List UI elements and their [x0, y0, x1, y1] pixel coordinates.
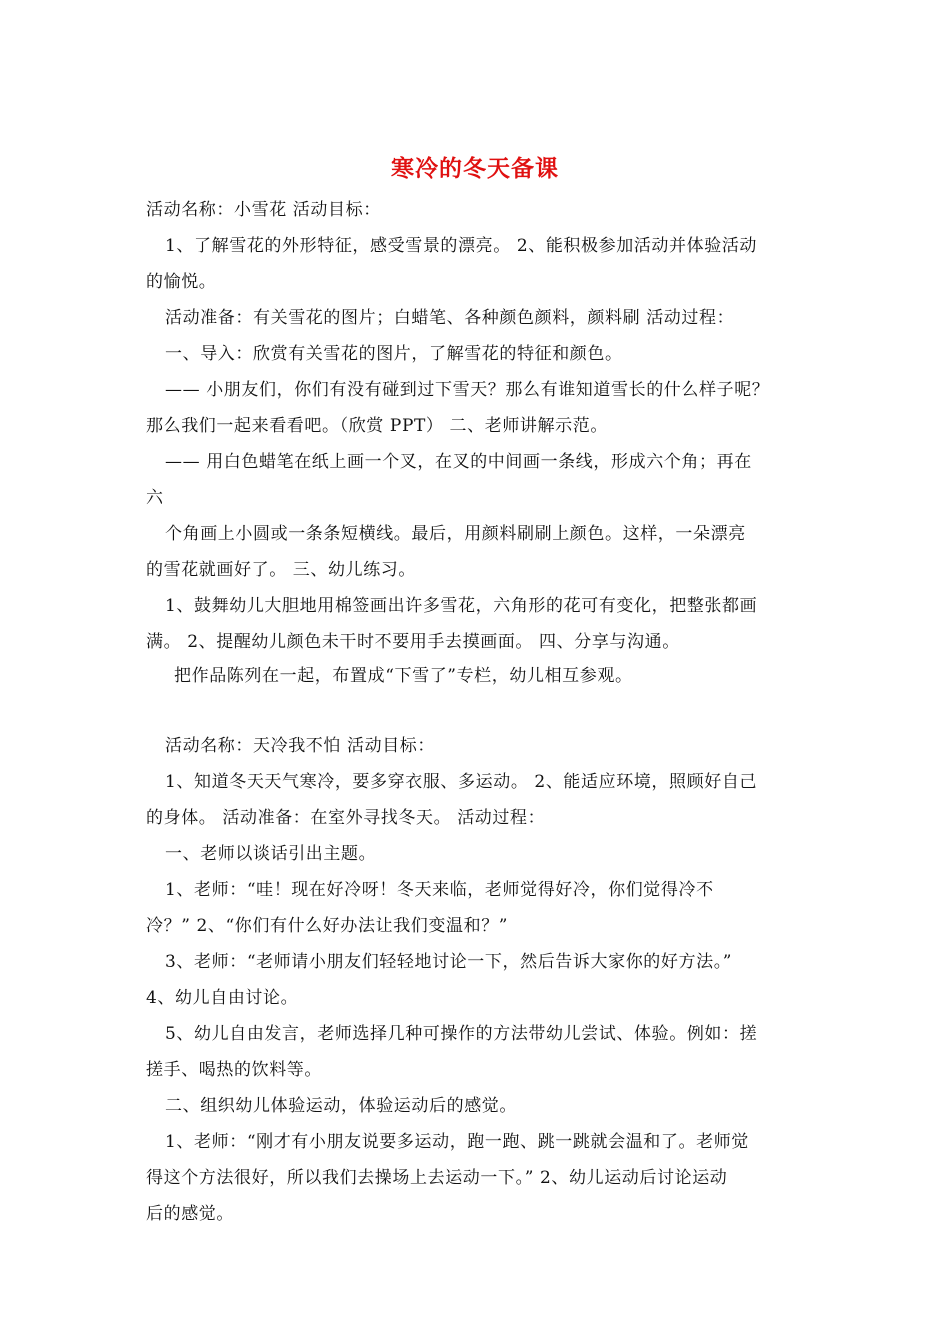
text-line: 1、了解雪花的外形特征，感受雪景的漂亮。 2、能积极参加活动并体验活动: [165, 236, 758, 256]
text-line: 个角画上小圆或一条条短横线。最后，用颜料刷刷上颜色。这样，一朵漂亮: [165, 524, 746, 544]
text-line: 一、老师以谈话引出主题。: [165, 844, 377, 864]
text-line: 活动准备：有关雪花的图片；白蜡笔、各种颜色颜料，颜料刷 活动过程：: [165, 308, 735, 328]
text-line: —— 用白色蜡笔在纸上画一个叉，在叉的中间画一条线，形成六个角；再在: [165, 452, 752, 472]
text-line: 1、老师：“哇！现在好冷呀！冬天来临，老师觉得好冷，你们觉得冷不: [165, 880, 714, 900]
text-line: 5、幼儿自由发言，老师选择几种可操作的方法带幼儿尝试、体验。例如：搓: [165, 1024, 758, 1044]
text-line: 二、组织幼儿体验运动，体验运动后的感觉。: [165, 1096, 517, 1116]
text-line: 的雪花就画好了。 三、幼儿练习。: [146, 560, 417, 580]
text-line: 活动名称：小雪花 活动目标：: [146, 200, 381, 220]
text-line: 1、老师：“刚才有小朋友说要多运动，跑一跑、跳一跳就会温和了。老师觉: [165, 1132, 749, 1152]
text-line: 1、鼓舞幼儿大胆地用棉签画出许多雪花，六角形的花可有变化，把整张都画: [165, 596, 758, 616]
text-line: 一、导入：欣赏有关雪花的图片，了解雪花的特征和颜色。: [165, 344, 623, 364]
text-line: 把作品陈列在一起，布置成“下雪了”专栏，幼儿相互参观。: [174, 666, 633, 686]
document-title: 寒冷的冬天备课: [391, 155, 559, 182]
text-line: 六: [146, 488, 164, 508]
text-line: 3、老师：“老师请小朋友们轻轻地讨论一下，然后告诉大家你的好方法。”: [165, 952, 733, 972]
text-line: 满。 2、提醒幼儿颜色未干时不要用手去摸画面。 四、分享与沟通。: [146, 632, 680, 652]
text-line: 1、知道冬天天气寒冷，要多穿衣服、多运动。 2、能适应环境，照顾好自己: [165, 772, 758, 792]
text-line: 活动名称：天冷我不怕 活动目标：: [165, 736, 436, 756]
text-line: 得这个方法很好，所以我们去操场上去运动一下。” 2、幼儿运动后讨论运动: [146, 1168, 728, 1188]
text-line: 搓手、喝热的饮料等。: [146, 1060, 322, 1080]
text-line: 的身体。 活动准备：在室外寻找冬天。 活动过程：: [146, 808, 546, 828]
text-line: —— 小朋友们，你们有没有碰到过下雪天？那么有谁知道雪长的什么样子呢？: [165, 380, 770, 400]
text-line: 那么我们一起来看看吧。（欣赏 PPT） 二、老师讲解示范。: [146, 416, 608, 436]
text-line: 4、幼儿自由讨论。: [146, 988, 299, 1008]
text-line: 后的感觉。: [146, 1204, 234, 1224]
text-line: 的愉悦。: [146, 272, 217, 292]
text-line: 冷？” 2、“你们有什么好办法让我们变温和？”: [146, 916, 509, 936]
